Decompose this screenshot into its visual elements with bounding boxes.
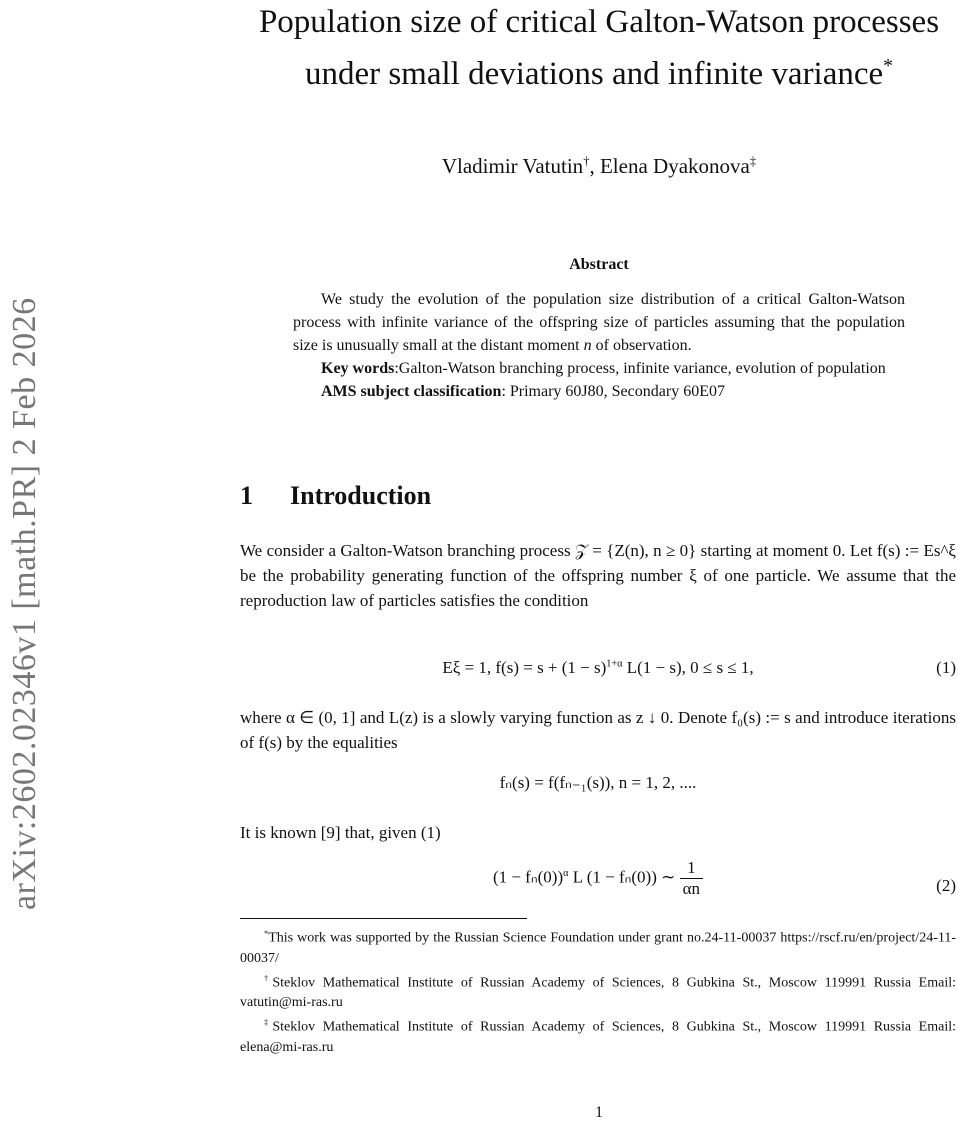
- footnote-divider: [240, 918, 527, 919]
- intro-paragraph-3: It is known [9] that, given (1): [240, 823, 441, 842]
- abstract-text-end: of observation.: [595, 337, 692, 354]
- abstract-text: We study the evolution of the population size distribution of a critical Galton-Watson process with infinite variance of the offspring size of particles assuming that the population size is unusually small at the distant moment: [293, 291, 905, 354]
- footnote: [240, 1013, 956, 1058]
- author-footnote-mark: †: [583, 154, 590, 168]
- author-name: Elena Dyakonova: [599, 154, 750, 178]
- equation-2-mid: L (1 − fₙ(0)) ∼: [572, 867, 676, 887]
- section-heading: [240, 481, 958, 511]
- intro-paragraph-2: where α ∈ (0, 1] and L(z) is a slowly varying function as z ↓ 0. Denote f₀(s) := s and introduce iterations of f(s) by the equalities: [240, 708, 956, 752]
- ams-paragraph: [293, 380, 905, 403]
- abstract-heading: Abstract: [569, 256, 629, 273]
- author-name: Vladimir Vatutin: [441, 154, 584, 178]
- title-footnote-mark: *: [883, 55, 894, 77]
- equation-iteration-text: fₙ(s) = f(fₙ₋₁(s)), n = 1, 2, ....: [499, 773, 697, 792]
- equation-1-body: [240, 658, 956, 678]
- arxiv-sidebar: [0, 150, 50, 920]
- equation-1-number: (1): [936, 658, 956, 677]
- keywords-text: :Galton-Watson branching process, infinite variance, evolution of population: [394, 360, 886, 377]
- equation-1: [240, 658, 956, 678]
- footnote-mark: *: [264, 929, 269, 938]
- footnote-text: Steklov Mathematical Institute of Russian Academy of Sciences, 8 Gubkina St., Moscow 119991 Russia Email: elena@mi-ras.ru: [240, 1019, 956, 1055]
- ams-text: : Primary 60J80, Secondary 60E07: [501, 383, 725, 400]
- footnote-text: Steklov Mathematical Institute of Russian Academy of Sciences, 8 Gubkina St., Moscow 119991 Russia Email: vatutin@mi-ras.ru: [240, 975, 956, 1011]
- footnote: [240, 969, 956, 1014]
- equation-1-tail: L(1 − s), 0 ≤ s ≤ 1,: [626, 658, 754, 677]
- arxiv-identifier: arXiv:2602.02346v1 [math.PR] 2 Feb 2026: [6, 297, 43, 910]
- keywords-label: Key words: [321, 360, 395, 377]
- abstract-variable: n: [583, 337, 592, 354]
- footnote-mark: ‡: [264, 1018, 273, 1028]
- abstract-body: [293, 288, 905, 403]
- footnote: [240, 924, 956, 969]
- page-number: 1: [595, 1104, 603, 1121]
- author-line: [240, 154, 958, 179]
- section-number: 1: [240, 481, 253, 510]
- equation-2-body: [240, 858, 956, 899]
- fraction-denominator: αn: [682, 879, 701, 898]
- fraction-numerator: 1: [680, 858, 703, 879]
- equation-2-lhs: (1 − fₙ(0)): [492, 867, 564, 887]
- equation-2: [240, 858, 956, 899]
- equation-2-fraction: [680, 858, 703, 899]
- footnotes: [240, 924, 956, 1058]
- author-footnote-mark: ‡: [749, 154, 757, 168]
- footnote-mark: †: [264, 973, 273, 983]
- author-separator: ,: [589, 154, 600, 178]
- equation-1-exponent: 1+α: [606, 658, 623, 670]
- equation-1-text: Eξ = 1, f(s) = s + (1 − s): [442, 658, 607, 677]
- equation-iteration: [240, 773, 956, 793]
- keywords-paragraph: [293, 357, 905, 380]
- title-text: Population size of critical Galton-Watson processes under small deviations and infinite variance: [258, 4, 940, 92]
- paper-title: [240, 0, 958, 96]
- intro-paragraph-1: We consider a Galton-Watson branching process 𝒵 = {Z(n), n ≥ 0} starting at moment 0. Let f(s) := Es^ξ be the probability generating function of the offspring number ξ of one particle. We assume that the reproduction law of particles satisfies the condition: [240, 541, 956, 610]
- ams-label: AMS subject classification: [321, 383, 502, 400]
- section-title: Introduction: [290, 481, 432, 510]
- equation-2-exponent: α: [563, 867, 569, 879]
- footnote-text: This work was supported by the Russian Science Foundation under grant no.24-11-00037 https://rscf.ru/en/project/24-11-00037/: [240, 930, 956, 966]
- abstract-paragraph: [293, 288, 905, 357]
- equation-2-number: (2): [936, 876, 956, 895]
